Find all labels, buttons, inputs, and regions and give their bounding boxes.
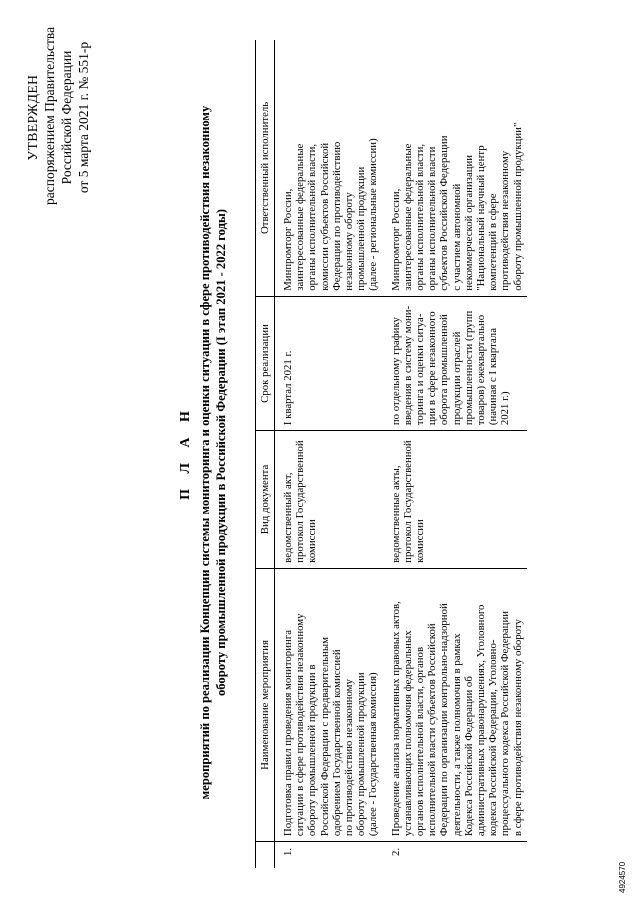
row-number-text: 1. [282, 847, 294, 856]
header-term: Срок реализации [256, 296, 275, 430]
cell-term-line: введения в систему мони- [401, 305, 414, 426]
cell-name-line: в сфере противодействия незаконному обороту [511, 619, 524, 837]
cell-name-line: Проведение анализа нормативных правовых актов, [389, 601, 402, 837]
cell-doc-type-line: протокол Государственной [401, 440, 414, 563]
cell-name-line: ситуации в сфере противодействия незаконному [294, 613, 307, 837]
cell-executor-line: обороту промышленной продукции" [511, 122, 524, 291]
cell-doc-type-line: ведомственные акты, [389, 465, 402, 563]
row-number-text: 2. [389, 847, 402, 856]
cell-name [275, 568, 383, 841]
cell-name-line: по противодействию незаконному [343, 679, 356, 837]
cell-term [383, 296, 527, 430]
cell-doc-type [275, 431, 383, 569]
plan-subtitle-line: мероприятий по реализации Концепции системы мониторинга и оценки ситуации в сфере противодействия незаконному [198, 105, 212, 800]
cell-executor-line: заинтересованные федеральные [294, 143, 307, 291]
header-executor: Ответственный исполнитель [256, 40, 275, 296]
header-name: Наименование мероприятия [256, 568, 275, 841]
approval-line: Российской Федерации [59, 50, 74, 185]
cell-term-line: (начиная с I квартала [487, 328, 500, 426]
cell-name-line: обороту промышленной продукции в [306, 664, 319, 837]
approval-line: распоряжением Правительства [42, 26, 57, 205]
cell-term [275, 296, 383, 430]
cell-doc-type-line: комиссии [414, 519, 427, 563]
cell-term-line: торинга и оценки ситуа- [414, 313, 427, 426]
cell-term-line: 2021 г.) [499, 391, 512, 426]
approval-line: от 5 марта 2021 г. № 551-р [76, 41, 91, 194]
plan-subtitle [197, 55, 229, 850]
cell-executor-line: противодействия незаконному [499, 150, 512, 291]
table-header-row [256, 40, 275, 868]
cell-term-line: оборота промышленной [438, 314, 451, 426]
cell-name-line: устанавливающих полномочия федеральных [401, 630, 414, 837]
cell-name-line: Федерации по организации контрольно-надзорной [438, 603, 451, 837]
cell-executor-line: органы исполнительной власти, [414, 143, 427, 291]
cell-doc-type-line: комиссии [306, 519, 319, 563]
cell-executor-line: Федерации по противодействию [330, 141, 343, 291]
cell-doc-type-line: протокол Государственной [294, 440, 307, 563]
cell-name-line: исполнительной власти субъектов Российской [426, 623, 439, 837]
cell-name-line: процессуального кодекса Российской Федерации [499, 610, 512, 837]
cell-executor [275, 40, 383, 296]
cell-executor [383, 40, 527, 296]
plan-heading: П Л А Н [178, 405, 193, 500]
plan-table [255, 40, 527, 868]
cell-executor-line: (далее - региональные комиссии) [367, 138, 380, 291]
cell-executor-line: компетенций в сфере [487, 193, 500, 291]
cell-name-line: деятельности, а также полномочия в рамках [450, 633, 463, 837]
cell-name [383, 568, 527, 841]
cell-term-line: товаров) ежеквартально [475, 314, 488, 426]
table-row [383, 40, 527, 868]
cell-name-line: Кодекса Российской Федерации об [462, 676, 475, 837]
cell-executor-line: "Национальный научный центр [475, 145, 488, 291]
header-number [256, 842, 275, 868]
cell-term-line: по отдельному графику [389, 317, 402, 426]
cell-executor-line: органы исполнительной власти, [306, 143, 319, 291]
cell-executor-line: субъектов Российской Федерации [438, 135, 451, 291]
cell-name-line: (далее - Государственная комиссия) [367, 672, 380, 837]
document-id: 4924570 [618, 861, 627, 893]
cell-name-line: обороту промышленной продукции [355, 672, 368, 837]
cell-doc-type-line: ведомственный акт, [282, 472, 294, 563]
row-number [275, 842, 383, 868]
cell-executor-line: комиссии субъектов Российской [318, 142, 331, 291]
cell-doc-type [383, 431, 527, 569]
cell-name-line: кодекса Российской Федерации, Уголовно- [487, 639, 500, 837]
cell-executor-line: заинтересованные федеральные [401, 143, 414, 291]
cell-name-line: одобрением Государственной комиссией [330, 649, 343, 837]
cell-executor-line: промышленной продукции [355, 166, 368, 291]
cell-name-line: органов исполнительной власти, органов [414, 646, 427, 837]
cell-executor-line: Минпромторг России, [389, 188, 402, 291]
table-row [275, 40, 383, 868]
cell-term-line: продукции отраслей [450, 331, 463, 426]
header-doc-type: Вид документа [256, 431, 275, 569]
cell-term-line: ции в сфере незаконного [426, 311, 439, 426]
cell-executor-line: некоммерческой организации [462, 154, 475, 291]
cell-name-line: Подготовка правил проведения мониторинга [282, 630, 294, 837]
cell-term-line: I квартал 2021 г. [282, 350, 294, 426]
cell-name-line: Российской Федерации с предварительным [318, 637, 331, 837]
cell-executor-line: органы исполнительной власти [426, 146, 439, 291]
cell-executor-line: с участием автономной [450, 183, 463, 291]
approval-heading: УТВЕРЖДЕН [25, 74, 40, 161]
cell-executor-line: незаконному обороту [343, 192, 356, 291]
approval-stamp [24, 26, 92, 205]
plan-subtitle-line: обороту промышленной продукции в Российской Федерации (I этап 2021 - 2022 годы) [214, 208, 228, 697]
row-number [383, 842, 527, 868]
cell-term-line: промышленности (групп [462, 310, 475, 426]
cell-name-line: административных правонарушениях, Уголовного [475, 604, 488, 837]
cell-executor-line: Минпромторг России, [282, 188, 294, 291]
